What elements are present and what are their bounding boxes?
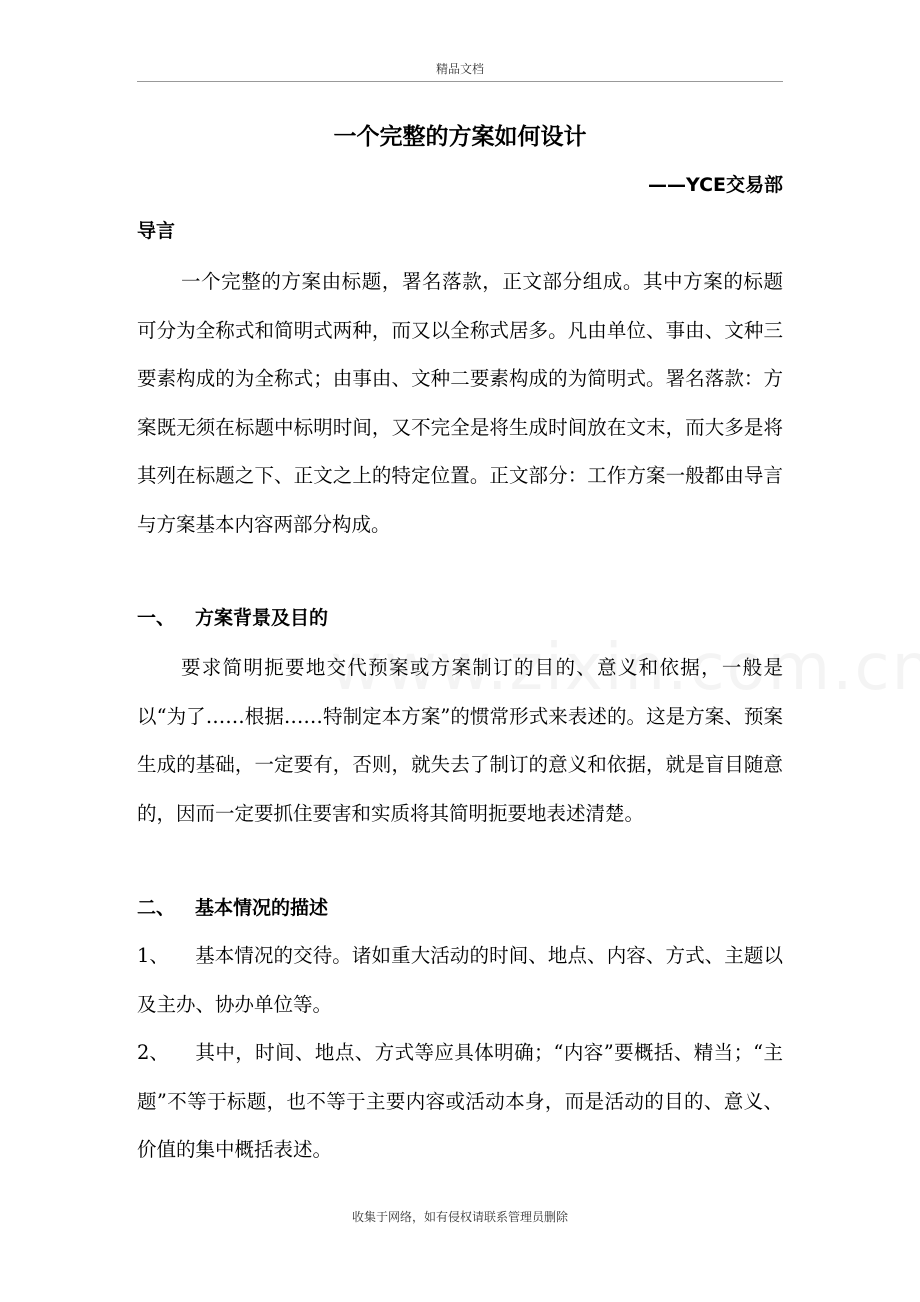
- item-2-number: 2、: [137, 1041, 169, 1064]
- section-2-title: 基本情况的描述: [195, 897, 329, 919]
- intro-paragraph: 一个完整的方案由标题，署名落款，正文部分组成。其中方案的标题可分为全称式和简明式两种，而又以全称式居多。凡由单位、事由、文种三要素构成的为全称式；由事由、文种二要素构成的为简明式。署名落款：方案既无须在标题中标明时间，又不完全是将生成时间放在文末，而大多是将其列在标题之下、正文之上的特定位置。正文部分：工作方案一般都由导言与方案基本内容两部分构成。: [137, 270, 783, 536]
- document-author: ——YCE交易部: [647, 174, 783, 196]
- section-1-title: 方案背景及目的: [195, 607, 329, 629]
- section-2-item-2: [137, 1029, 783, 1175]
- header-divider: [137, 81, 783, 82]
- section-2-heading: [137, 893, 783, 923]
- section-2-item-1: [137, 932, 783, 1029]
- item-1-number: 1、: [137, 944, 169, 967]
- section-2-number: 二、: [137, 897, 176, 919]
- section-1-heading: [137, 603, 783, 633]
- section-1-number: 一、: [137, 607, 176, 629]
- section-1-paragraph: 要求简明扼要地交代预案或方案制订的目的、意义和依据，一般是以“为了……根据……特制定本方案”的惯常形式来表述的。这是方案、预案生成的基础，一定要有，否则，就失去了制订的意义和依据，就是盲目随意的，因而一定要抓住要害和实质将其简明扼要地表述清楚。: [137, 656, 783, 825]
- item-1-text: 基本情况的交待。诸如重大活动的时间、地点、内容、方式、主题以及主办、协办单位等。: [137, 944, 783, 1016]
- item-2-text: 其中，时间、地点、方式等应具体明确；“内容”要概括、精当；“主题”不等于标题，也不等于主要内容或活动本身，而是活动的目的、意义、价值的集中概括表述。: [137, 1041, 783, 1161]
- page-header: 精品文档: [435, 62, 484, 76]
- document-title: 一个完整的方案如何设计: [333, 124, 587, 150]
- page-footer: 收集于网络，如有侵权请联系管理员删除: [351, 1210, 568, 1224]
- intro-heading: 导言: [137, 220, 176, 242]
